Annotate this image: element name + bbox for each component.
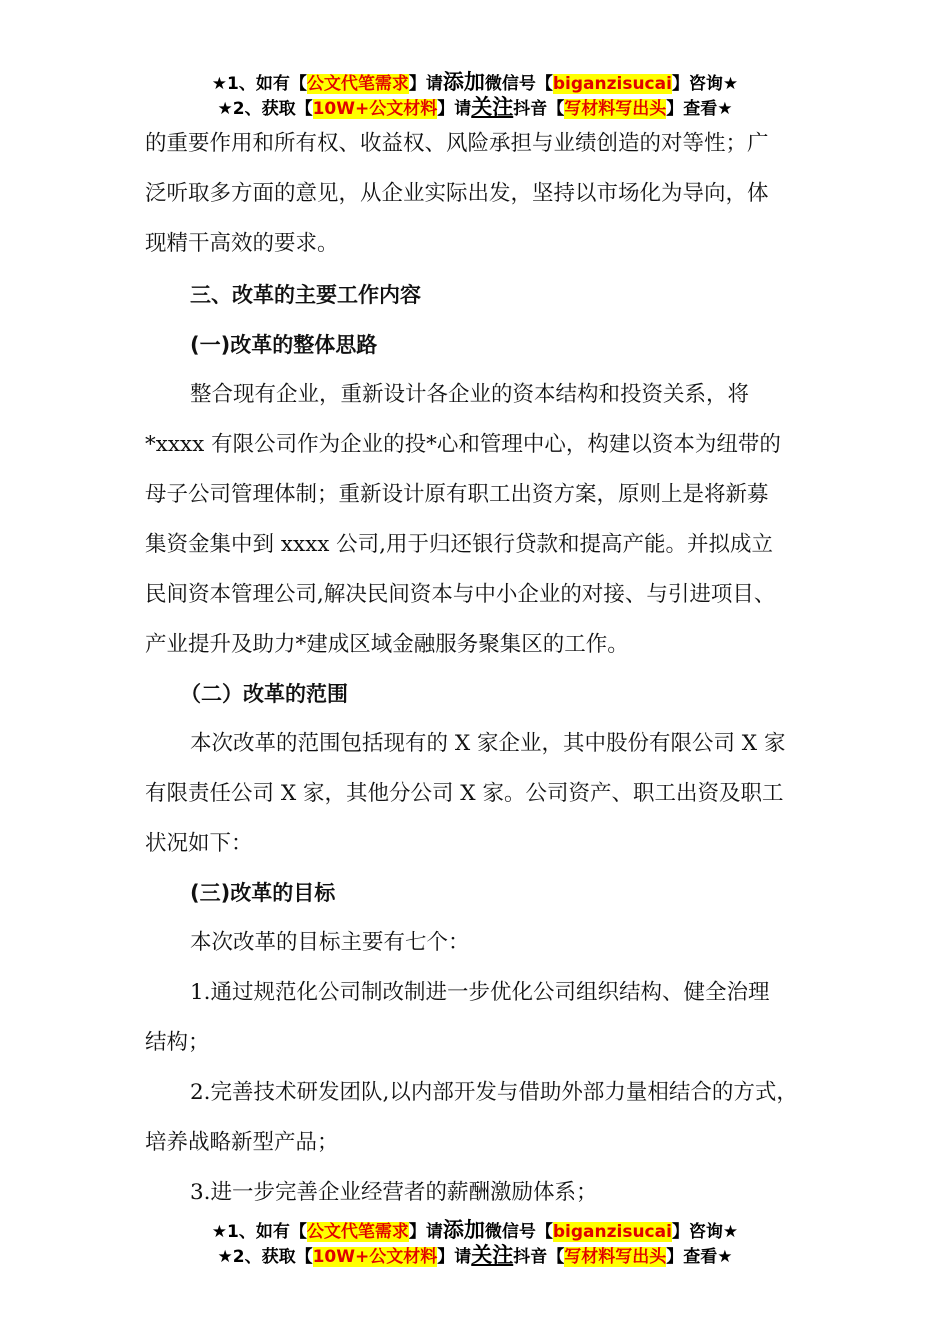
banner-text: 】请 [437,1247,472,1267]
paragraph-line: 现精干高效的要求。 [145,231,339,256]
subsection-heading: (一)改革的整体思路 [190,333,378,357]
banner-text: ★1、如有【 [211,1222,307,1242]
banner-text: 】查看★ [666,1247,733,1267]
banner-emphasis: 添加 [442,70,485,94]
banner-highlight: 公文代笔需求 [306,1222,409,1242]
list-item: 1.通过规范化公司制改制进一步优化公司组织结构、健全治理 [190,980,770,1005]
banner-text: 】请 [408,74,443,94]
list-item-continuation: 结构； [145,1030,210,1055]
footer-banner-line-2 [0,1243,950,1269]
banner-text: 微信号【 [484,74,553,94]
banner-highlight: 10W+公文材料 [312,1247,438,1267]
banner-emphasis: 添加 [442,1218,485,1242]
banner-wechat-id: biganzisucai [552,74,672,94]
paragraph-line: 本次改革的目标主要有七个： [190,930,470,955]
banner-text: 抖音【 [513,1247,565,1267]
banner-text: 】请 [408,1222,443,1242]
paragraph-line: 民间资本管理公司,解决民间资本与中小企业的对接、与引进项目、 [145,582,776,607]
banner-douyin-id: 写材料写出头 [564,1247,667,1267]
list-item-continuation: 培养战略新型产品； [145,1130,339,1155]
banner-text: 】查看★ [666,99,733,119]
banner-text: 】请 [437,99,472,119]
banner-text: ★2、获取【 [217,1247,313,1267]
list-item: 3.进一步完善企业经营者的薪酬激励体系； [190,1180,598,1205]
subsection-heading: (三)改革的目标 [190,881,336,905]
banner-highlight: 公文代笔需求 [306,74,409,94]
paragraph-line: 有限责任公司 X 家，其他分公司 X 家。公司资产、职工出资及职工 [145,781,784,806]
banner-text: 微信号【 [484,1222,553,1242]
paragraph-line: 泛听取多方面的意见，从企业实际出发，坚持以市场化为导向，体 [145,181,769,206]
header-banner-line-2 [0,95,950,121]
banner-text: 抖音【 [513,99,565,119]
banner-wechat-id: biganzisucai [552,1222,672,1242]
paragraph-line: 整合现有企业，重新设计各企业的资本结构和投资关系，将 [190,382,750,407]
paragraph-line: 产业提升及助力*建成区域金融服务聚集区的工作。 [145,632,629,657]
header-banner-line-1 [0,70,950,96]
banner-text: ★2、获取【 [217,99,313,119]
paragraph-line: 的重要作用和所有权、收益权、风险承担与业绩创造的对等性；广 [145,131,769,156]
banner-highlight: 10W+公文材料 [312,99,438,119]
paragraph-line: 集资金集中到 xxxx 公司,用于归还银行贷款和提高产能。并拟成立 [145,532,774,557]
list-item: 2.完善技术研发团队,以内部开发与借助外部力量相结合的方式， [190,1080,798,1105]
banner-text: 】咨询★ [671,74,739,94]
subsection-heading: （二）改革的范围 [180,682,348,706]
banner-emphasis: 关注 [471,1243,514,1267]
paragraph-line: *xxxx 有限公司作为企业的投*心和管理中心，构建以资本为纽带的 [145,432,781,457]
banner-text: 】咨询★ [671,1222,739,1242]
footer-banner-line-1 [0,1218,950,1244]
paragraph-line: 母子公司管理体制；重新设计原有职工出资方案，原则上是将新募 [145,482,769,507]
banner-text: ★1、如有【 [211,74,307,94]
paragraph-line: 状况如下： [145,831,253,856]
banner-emphasis: 关注 [471,95,514,119]
banner-douyin-id: 写材料写出头 [564,99,667,119]
section-heading: 三、改革的主要工作内容 [190,283,421,307]
paragraph-line: 本次改革的范围包括现有的 X 家企业，其中股份有限公司 X 家 [190,731,786,756]
